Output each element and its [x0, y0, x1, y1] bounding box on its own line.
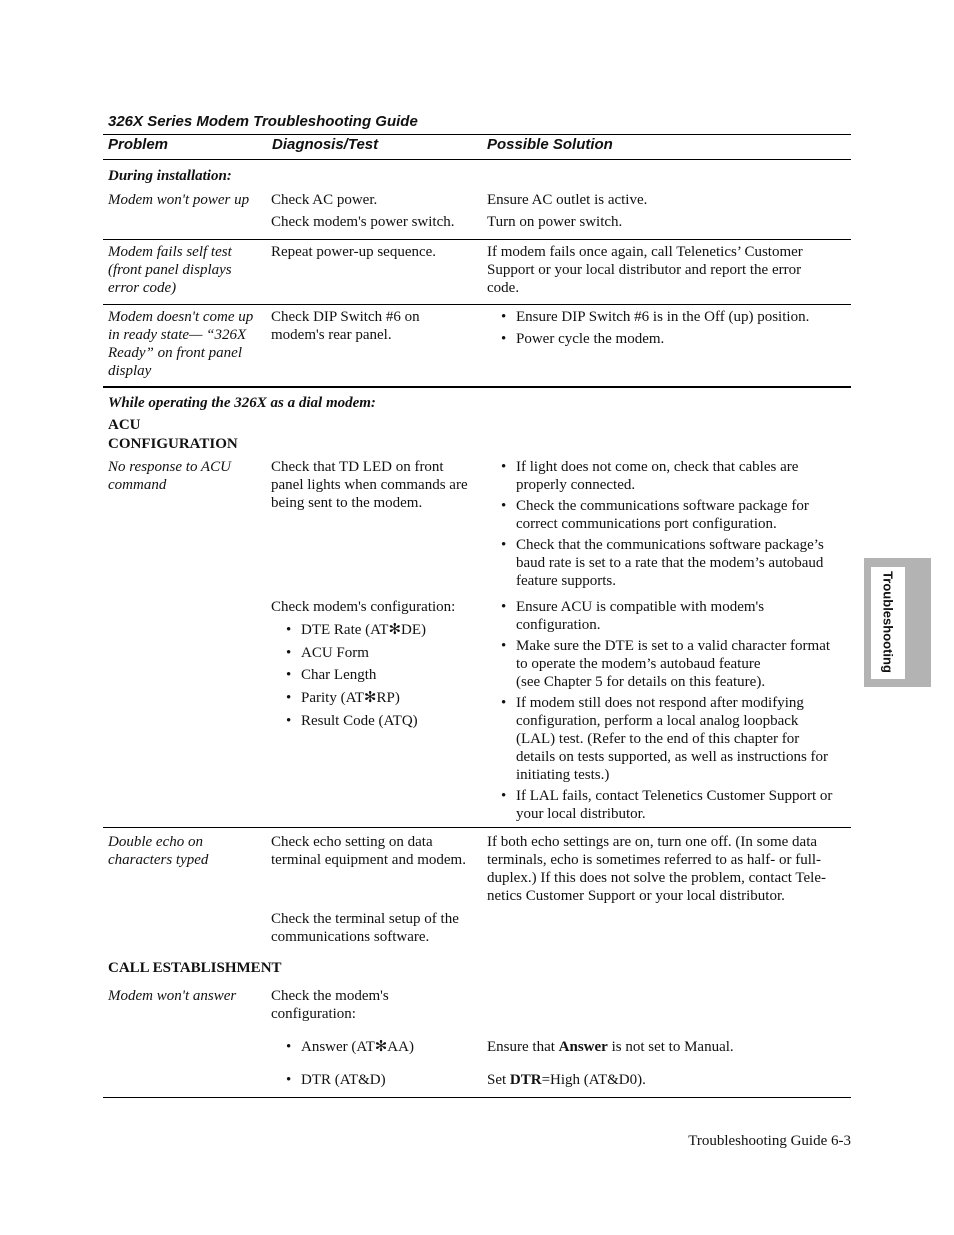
diag-line: Check DIP Switch #6 on — [271, 309, 420, 325]
solution-line: • Ensure ACU is compatible with modem's — [516, 599, 765, 615]
diag-line: Check the modem's — [271, 988, 389, 1004]
solution-dtr-high — [487, 1071, 646, 1089]
solution-lal-test — [501, 694, 828, 784]
diag-item-dtr: • DTR (AT&D) — [286, 1071, 386, 1089]
problem-line: display — [108, 363, 152, 379]
problem-line: command — [108, 477, 167, 493]
solution-line: duplex.) If this does not solve the problem, contact Tele- — [487, 870, 827, 886]
problem-self-test — [108, 243, 232, 297]
solution-line: • If modem still does not respond after modifying — [516, 695, 804, 711]
problem-line: Ready” on front panel — [108, 345, 243, 361]
problem-not-ready — [108, 308, 253, 380]
side-tab-label: Troubleshooting — [880, 571, 896, 673]
subheading-line: ACU — [108, 417, 141, 433]
solution-text: =High (AT&D0). — [541, 1072, 646, 1088]
solution-line: baud rate is set to a rate that the modem’s autobaud — [516, 555, 824, 571]
solution-line: • Make sure the DTE is set to a valid character format — [516, 638, 831, 654]
solution-line: If modem fails once again, call Telenetics’ Customer — [487, 244, 803, 260]
solution-line: correct communications port configuration. — [516, 516, 777, 532]
solution-line: your local distributor. — [516, 806, 646, 822]
solution-line: • Check the communications software package for — [516, 498, 809, 514]
section-divider-thick — [103, 386, 851, 388]
solution-lal-fails — [501, 787, 832, 823]
header-problem: Problem — [108, 136, 169, 153]
diag-check-switch: Check modem's power switch. — [271, 214, 455, 230]
page-footer: Troubleshooting Guide 6-3 — [688, 1133, 851, 1149]
solution-dip-switch-off: • Ensure DIP Switch #6 is in the Off (up) position. — [501, 308, 809, 326]
solution-check-port — [501, 497, 809, 533]
header-top-rule — [103, 134, 851, 135]
solution-line: Support or your local distributor and report the error — [487, 262, 802, 278]
problem-line: Modem fails self test — [108, 244, 232, 260]
solution-acu-compatible — [501, 598, 764, 634]
diag-line: Check echo setting on data — [271, 834, 433, 850]
row-divider — [103, 239, 851, 240]
solution-line: • Check that the communications software package’s — [516, 537, 824, 553]
solution-line: (see Chapter 5 for details on this feature). — [516, 674, 766, 690]
solution-line: terminals, echo is sometimes referred to as half- or full- — [487, 852, 822, 868]
problem-line: No response to ACU — [108, 459, 231, 475]
problem-wont-answer: Modem won't answer — [108, 988, 237, 1004]
header-diagnosis: Diagnosis/Test — [272, 136, 379, 153]
solution-power-switch: Turn on power switch. — [487, 214, 623, 230]
diag-check-configuration: Check modem's configuration: — [271, 599, 456, 615]
solution-ac-outlet: Ensure AC outlet is active. — [487, 192, 648, 208]
solution-text: Set — [487, 1072, 510, 1088]
solution-line: feature supports. — [516, 573, 616, 589]
diag-check-config — [271, 987, 389, 1023]
problem-line: error code) — [108, 280, 177, 296]
problem-line: Double echo on — [108, 834, 203, 850]
diag-td-led — [271, 458, 468, 512]
solution-check-baud — [501, 536, 824, 590]
diag-line: panel lights when commands are — [271, 477, 468, 493]
table-title: 326X Series Modem Troubleshooting Guide — [108, 113, 418, 130]
diag-item-parity: • Parity (AT✻RP) — [286, 689, 400, 707]
row-divider — [103, 304, 851, 305]
solution-text: is not set to Manual. — [607, 1039, 734, 1055]
subheading-call-establishment: CALL ESTABLISHMENT — [108, 960, 282, 976]
row-divider — [103, 827, 851, 828]
diag-line: terminal equipment and modem. — [271, 852, 466, 868]
solution-keyword: Answer — [558, 1039, 608, 1055]
solution-answer-not-manual — [487, 1038, 734, 1056]
problem-no-acu-response — [108, 458, 231, 494]
solution-line: code. — [487, 280, 520, 296]
subheading-acu-configuration — [108, 416, 238, 454]
diag-echo-setting — [271, 833, 466, 869]
section-heading-dial-modem: While operating the 326X as a dial modem: — [108, 395, 376, 411]
solution-line: properly connected. — [516, 477, 636, 493]
problem-line: Modem doesn't come up — [108, 309, 254, 325]
table-bottom-rule — [103, 1097, 851, 1098]
solution-line: configuration. — [516, 617, 601, 633]
diag-item-acu-form: • ACU Form — [286, 644, 369, 662]
diag-line: modem's rear panel. — [271, 327, 392, 343]
solution-power-cycle: • Power cycle the modem. — [501, 330, 664, 348]
problem-no-power: Modem won't power up — [108, 192, 250, 208]
solution-line: configuration, perform a local analog loopback — [516, 713, 799, 729]
solution-call-support — [487, 243, 803, 297]
header-solution: Possible Solution — [487, 136, 613, 153]
problem-line: in ready state— “326X — [108, 327, 247, 343]
diag-dip-switch — [271, 308, 420, 344]
diag-terminal-setup — [271, 910, 459, 946]
diag-line: communications software. — [271, 929, 430, 945]
diag-line: being sent to the modem. — [271, 495, 423, 511]
diag-item-char-length: • Char Length — [286, 666, 376, 684]
problem-line: characters typed — [108, 852, 209, 868]
diag-line: Check the terminal setup of the — [271, 911, 459, 927]
diag-line: Check that TD LED on front — [271, 459, 444, 475]
solution-line: • If LAL fails, contact Telenetics Customer Support or — [516, 788, 833, 804]
subheading-line: CONFIGURATION — [108, 436, 238, 452]
solution-text: Ensure that — [487, 1039, 559, 1055]
solution-line: to operate the modem’s autobaud feature — [516, 656, 761, 672]
diag-item-result-code: • Result Code (ATQ) — [286, 712, 418, 730]
diag-check-ac: Check AC power. — [271, 192, 378, 208]
diag-item-dte-rate: • DTE Rate (AT✻DE) — [286, 621, 426, 639]
solution-line: details on tests supported, as well as instructions for — [516, 749, 829, 765]
solution-line: If both echo settings are on, turn one off. (In some data — [487, 834, 818, 850]
solution-keyword: DTR — [509, 1072, 542, 1088]
solution-line: • If light does not come on, check that cables are — [516, 459, 799, 475]
problem-line: (front panel displays — [108, 262, 232, 278]
problem-double-echo — [108, 833, 208, 869]
solution-dte-format — [501, 637, 830, 691]
solution-check-cables — [501, 458, 798, 494]
solution-echo-off — [487, 833, 826, 905]
header-bottom-rule — [103, 159, 851, 160]
solution-line: initiating tests.) — [516, 767, 610, 783]
diag-repeat-power-up: Repeat power-up sequence. — [271, 244, 437, 260]
solution-line: netics Customer Support or your local distributor. — [487, 888, 785, 904]
section-heading-installation: During installation: — [108, 168, 232, 184]
solution-line: (LAL) test. (Refer to the end of this chapter for — [516, 731, 800, 747]
diag-line: configuration: — [271, 1006, 356, 1022]
diag-item-answer: • Answer (AT✻AA) — [286, 1038, 414, 1056]
